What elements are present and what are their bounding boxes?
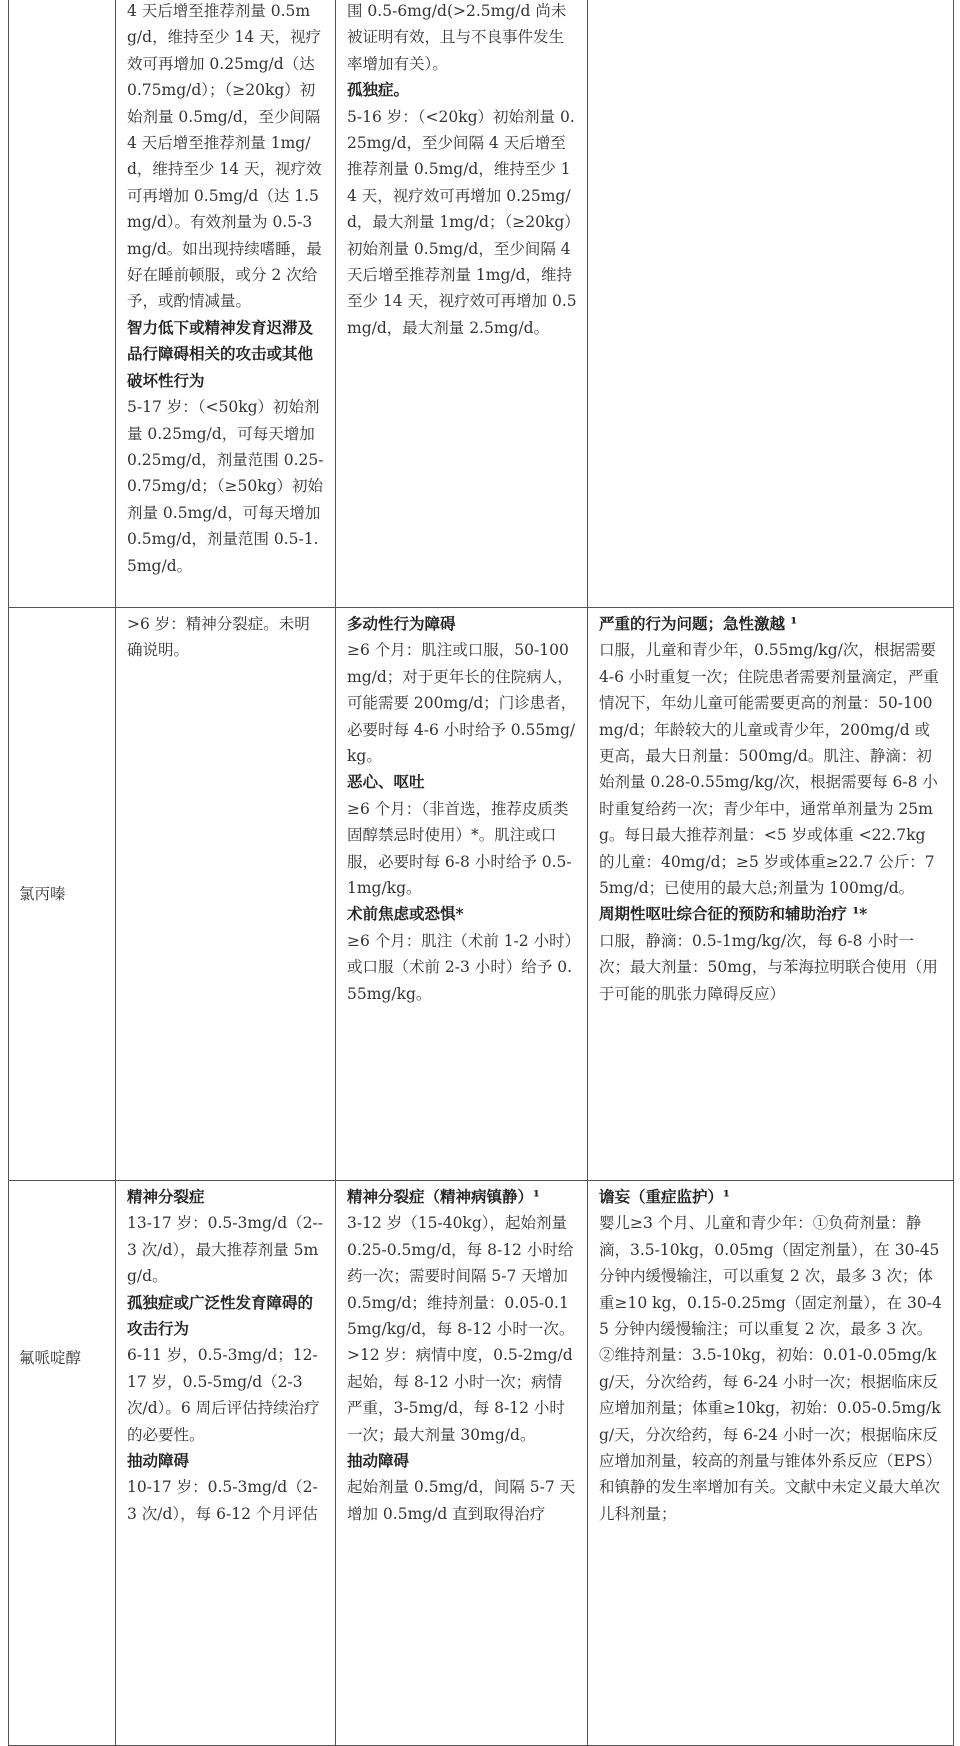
indication-column-a-cell [116, 1181, 336, 1746]
indication-column-c-cell [588, 0, 954, 608]
dosage-text: 10-17 岁：0.5-3mg/d（2-3 次/d），每 6-12 个月评估 [127, 1478, 318, 1523]
dosage-text: >6 岁：精神分裂症。未明确说明。 [127, 615, 310, 660]
dosage-text: 6-11 岁，0.5-3mg/d；12-17 岁，0.5-5mg/d（2-3 次/d）。6 周后评估持续治疗的必要性。 [127, 1346, 320, 1444]
dosage-text: 5-17 岁：（<50kg）初始剂量 0.25mg/d，可每天增加 0.25mg/d，剂量范围 0.25-0.75mg/d；（≥50kg）初始剂量 0.5mg/d，可每天增加 0.5mg/d，剂量范围 0.5-1.5mg/d。 [127, 398, 324, 575]
indication-column-c-cell [588, 1181, 954, 1746]
indication-column-c-cell [588, 608, 954, 1181]
dosage-text: ≥6 个月：（非首选，推荐皮质类固醇禁忌时使用）*。肌注或口服，必要时每 6-8 小时给予 0.5-1mg/kg。 [347, 799, 572, 898]
indication-heading: 周期性呕吐综合征的预防和辅助治疗 ¹* [599, 904, 868, 924]
dosage-text: 13-17 岁：0.5-3mg/d（2--3 次/d），最大推荐剂量 5mg/d。 [127, 1214, 323, 1286]
indication-heading: 精神分裂症（精神病镇静）¹ [347, 1187, 540, 1206]
dosage-text: ≥6 个月：肌注或口服，50-100mg/d；对于更年长的住院病人，可能需要 200mg/d；门诊患者，必要时每 4-6 小时给予 0.55mg/kg。 [347, 641, 577, 766]
drug-name-cell [9, 1181, 116, 1746]
indication-heading: 谵妄（重症监护）¹ [599, 1187, 730, 1206]
dosage-text: 口服，儿童和青少年，0.55mg/kg/次，根据需要 4-6 小时重复一次；住院患者需要剂量滴定，严重情况下，年幼儿童可能需要更高的剂量：50-100mg/d；年龄较大的儿童或青少年，200mg/d 或更高，最大日剂量：500mg/d。肌注、静滴：初始剂量 0.28-0.55mg/kg/次，根据需要每 6-8 小时重复给药一次；青少年中，通常单剂量为 25mg。每日最大推荐剂量：<5 岁或体重 <22.7kg 的儿童：40mg/d；≥5 岁或体重≥22.7 公斤：75mg/d；已使用的最大总;剂量为 100mg/d。 [599, 641, 939, 898]
indication-heading: 严重的行为问题；急性激越 ¹ [599, 614, 798, 633]
drug-name-cell [9, 608, 116, 1181]
dosage-table-body [9, 0, 954, 1746]
indication-heading: 抽动障碍 [347, 1451, 410, 1471]
table-row [9, 1181, 954, 1746]
table-row [9, 608, 954, 1181]
indication-heading: 多动性行为障碍 [347, 614, 456, 633]
drug-name-cell [9, 0, 116, 608]
dosage-text: 围 0.5-6mg/d(>2.5mg/d 尚未被证明有效，且与不良事件发生率增加有关）。 [347, 2, 567, 73]
indication-heading: 抽动障碍 [127, 1451, 190, 1471]
table-row [9, 0, 954, 608]
dosage-text: 4 天后增至推荐剂量 0.5mg/d，维持至少 14 天，视疗效可再增加 0.25mg/d（达 0.75mg/d）；（≥20kg）初始剂量 0.5mg/d，至少间隔 4 天后增至推荐剂量 1mg/d，维持至少 14 天，视疗效可再增加 0.5mg/d（达 1.5mg/d）。有效剂量为 0.5-3mg/d。如出现持续嗜睡，最好在睡前顿服，或分 2 次给予，或酌情减量。 [127, 2, 322, 311]
indication-heading: 孤独症。 [347, 80, 410, 100]
indication-heading: 恶心、呕吐 [347, 772, 425, 792]
indication-column-a-cell [116, 608, 336, 1181]
dosage-text: 3-12 岁（15-40kg），起始剂量 0.25-0.5mg/d，每 8-12 小时给药一次；需要时间隔 5-7 天增加 0.5mg/d；维持剂量：0.05-0.15mg/kg/d，每 8-12 小时一次。>12 岁：病情中度，0.5-2mg/d 起始，每 8-12 小时一次；病情严重，3-5mg/d，每 8-12 小时一次；最大剂量 30mg/d。 [347, 1214, 575, 1444]
dosage-text: 起始剂量 0.5mg/d，间隔 5-7 天增加 0.5mg/d 直到取得治疗 [347, 1478, 576, 1523]
dosage-text: 口服，静滴：0.5-1mg/kg/次，每 6-8 小时一次；最大剂量：50mg，与苯海拉明联合使用（用于可能的肌张力障碍反应） [599, 931, 938, 1003]
indication-column-a-cell [116, 0, 336, 608]
drug-name: 氯丙嗪 [19, 884, 66, 903]
indication-column-b-cell [336, 0, 588, 608]
dosage-text: 婴儿≥3 个月、儿童和青少年：①负荷剂量：静滴，3.5-10kg，0.05mg（固定剂量），在 30-45 分钟内缓慢输注，可以重复 2 次，最多 3 次；体重≥10 kg，0.15-0.25mg（固定剂量），在 30-45 分钟内缓慢输注；可以重复 2 次，最多 3 次。②维持剂量：3.5-10kg，初始：0.01-0.05mg/kg/天，分次给药，每 6-24 小时一次；根据临床反应增加剂量；体重≥10kg，初始：0.05-0.5mg/kg/天，分次给药，每 6-24 小时一次；根据临床反应增加剂量，较高的剂量与锥体外系反应（EPS）和镇静的发生率增加有关。文献中未定义最大单次儿科剂量； [599, 1214, 942, 1523]
dosage-text: 5-16 岁：（<20kg）初始剂量 0.25mg/d，至少间隔 4 天后增至推荐剂量 0.5mg/d，维持至少 14 天，视疗效可再增加 0.25mg/d，最大剂量 1mg/d；（≥20kg）初始剂量 0.5mg/d，至少间隔 4 天后增至推荐剂量 1mg/d，维持至少 14 天，视疗效可再增加 0.5mg/d，最大剂量 2.5mg/d。 [347, 107, 577, 337]
indication-heading: 精神分裂症 [127, 1187, 205, 1206]
indication-heading: 智力低下或精神发育迟滞及品行障碍相关的攻击或其他破坏性行为 [127, 317, 314, 390]
dosage-table [8, 0, 954, 1746]
indication-column-b-cell [336, 1181, 588, 1746]
dosage-text: ≥6 个月：肌注（术前 1-2 小时）或口服（术前 2-3 小时）给予 0.55mg/kg。 [347, 931, 573, 1003]
indication-column-b-cell [336, 608, 588, 1181]
indication-heading: 孤独症或广泛性发育障碍的攻击行为 [127, 1292, 314, 1339]
drug-name: 氟哌啶醇 [19, 1349, 82, 1367]
indication-heading: 术前焦虑或恐惧* [347, 904, 464, 924]
